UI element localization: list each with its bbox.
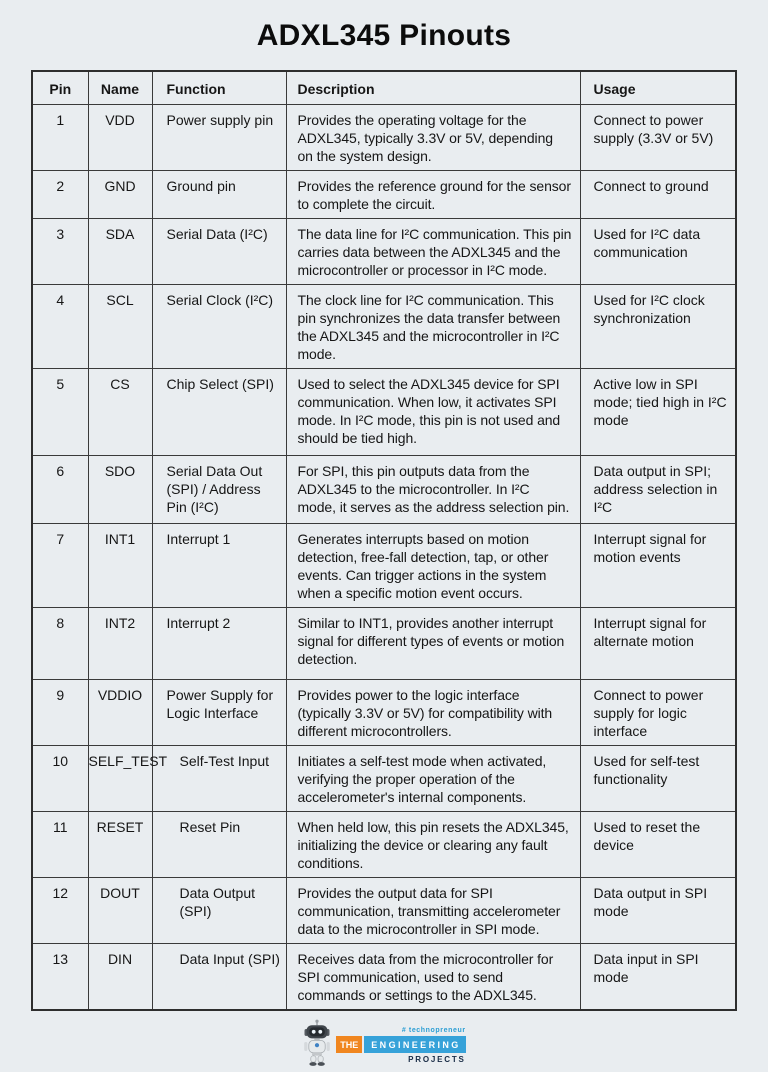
- table-row: [32, 523, 736, 607]
- pinout-table-body: [32, 104, 736, 1010]
- table-row: [32, 679, 736, 745]
- pinout-table-header: [32, 71, 736, 104]
- function-cell: Data Output (SPI): [152, 877, 286, 943]
- usage-cell: Used for I²C clock synchronization: [580, 284, 736, 368]
- function-cell: Serial Clock (I²C): [152, 284, 286, 368]
- usage-cell: Data output in SPI; address selection in I²C: [580, 455, 736, 523]
- usage-cell: Interrupt signal for alternate motion: [580, 607, 736, 679]
- robot-mascot-icon: [302, 1019, 332, 1072]
- function-cell: Chip Select (SPI): [152, 368, 286, 455]
- table-row: [32, 170, 736, 218]
- pin-number-cell: 2: [32, 170, 88, 218]
- pin-name-cell: SDO: [88, 455, 152, 523]
- pin-number-cell: 5: [32, 368, 88, 455]
- pin-number-cell: 6: [32, 455, 88, 523]
- brand-word-the: THE: [336, 1036, 362, 1053]
- pin-name-cell: CS: [88, 368, 152, 455]
- function-cell: Reset Pin: [152, 811, 286, 877]
- table-row: [32, 607, 736, 679]
- table-row: [32, 745, 736, 811]
- description-cell: The clock line for I²C communication. This pin synchronizes the data transfer between the ADXL345 and the microcontroller in I²C mode.: [286, 284, 580, 368]
- table-row: [32, 455, 736, 523]
- description-cell: When held low, this pin resets the ADXL345, initializing the device or clearing any fault conditions.: [286, 811, 580, 877]
- pin-name-cell: RESET: [88, 811, 152, 877]
- pin-number-cell: 9: [32, 679, 88, 745]
- description-cell: Used to select the ADXL345 device for SPI communication. When low, it activates SPI mode. In I²C mode, this pin is not used and should be tied high.: [286, 368, 580, 455]
- function-cell: Power supply pin: [152, 104, 286, 170]
- usage-cell: Used for self-test functionality: [580, 745, 736, 811]
- description-cell: Provides power to the logic interface (typically 3.3V or 5V) for compatibility with different microcontrollers.: [286, 679, 580, 745]
- function-cell: Interrupt 2: [152, 607, 286, 679]
- table-row: [32, 284, 736, 368]
- description-cell: Initiates a self-test mode when activated, verifying the proper operation of the accelerometer's internal components.: [286, 745, 580, 811]
- usage-cell: Used for I²C data communication: [580, 218, 736, 284]
- description-cell: Generates interrupts based on motion detection, free-fall detection, tap, or other events. Can trigger actions in the system when a specific motion event occurs.: [286, 523, 580, 607]
- pin-name-cell: DOUT: [88, 877, 152, 943]
- usage-cell: Interrupt signal for motion events: [580, 523, 736, 607]
- usage-cell: Used to reset the device: [580, 811, 736, 877]
- function-cell: Ground pin: [152, 170, 286, 218]
- brand-wordmark: [336, 1036, 465, 1053]
- header-name: Name: [88, 71, 152, 104]
- function-cell: Power Supply for Logic Interface: [152, 679, 286, 745]
- description-cell: Similar to INT1, provides another interrupt signal for different types of events or motion detection.: [286, 607, 580, 679]
- brand-logo: [0, 1019, 768, 1072]
- header-usage: Usage: [580, 71, 736, 104]
- description-cell: Provides the output data for SPI communication, transmitting accelerometer data to the microcontroller in SPI mode.: [286, 877, 580, 943]
- pin-number-cell: 4: [32, 284, 88, 368]
- brand-word-engineering: ENGINEERING: [364, 1036, 465, 1053]
- pin-name-cell: INT1: [88, 523, 152, 607]
- pin-name-cell: SCL: [88, 284, 152, 368]
- usage-cell: Data output in SPI mode: [580, 877, 736, 943]
- function-cell: Serial Data (I²C): [152, 218, 286, 284]
- table-row: [32, 811, 736, 877]
- header-function: Function: [152, 71, 286, 104]
- brand-word-projects: PROJECTS: [408, 1055, 466, 1064]
- header-description: Description: [286, 71, 580, 104]
- pin-name-cell: SDA: [88, 218, 152, 284]
- pinout-table: [31, 70, 737, 1011]
- header-row: [32, 71, 736, 104]
- usage-cell: Connect to power supply (3.3V or 5V): [580, 104, 736, 170]
- pin-name-cell: GND: [88, 170, 152, 218]
- function-cell: Interrupt 1: [152, 523, 286, 607]
- description-cell: Provides the reference ground for the sensor to complete the circuit.: [286, 170, 580, 218]
- table-row: [32, 368, 736, 455]
- function-cell: Data Input (SPI): [152, 943, 286, 1010]
- table-row: [32, 877, 736, 943]
- usage-cell: Data input in SPI mode: [580, 943, 736, 1010]
- description-cell: For SPI, this pin outputs data from the ADXL345 to the microcontroller. In I²C mode, it serves as the address selection pin.: [286, 455, 580, 523]
- description-cell: Receives data from the microcontroller for SPI communication, used to send commands or settings to the ADXL345.: [286, 943, 580, 1010]
- table-row: [32, 218, 736, 284]
- pin-number-cell: 10: [32, 745, 88, 811]
- pin-number-cell: 11: [32, 811, 88, 877]
- function-cell: Serial Data Out (SPI) / Address Pin (I²C): [152, 455, 286, 523]
- table-row: [32, 104, 736, 170]
- pin-number-cell: 3: [32, 218, 88, 284]
- pin-name-cell: DIN: [88, 943, 152, 1010]
- pin-number-cell: 8: [32, 607, 88, 679]
- table-row: [32, 943, 736, 1010]
- pin-name-cell: VDDIO: [88, 679, 152, 745]
- page-title: ADXL345 Pinouts: [256, 19, 512, 52]
- function-cell: Self-Test Input: [152, 745, 286, 811]
- pin-name-cell: VDD: [88, 104, 152, 170]
- usage-cell: Connect to power supply for logic interface: [580, 679, 736, 745]
- pin-number-cell: 12: [32, 877, 88, 943]
- pin-name-cell: SELF_TEST: [88, 745, 152, 811]
- pin-number-cell: 13: [32, 943, 88, 1010]
- pin-number-cell: 7: [32, 523, 88, 607]
- description-cell: Provides the operating voltage for the ADXL345, typically 3.3V or 5V, depending on the system design.: [286, 104, 580, 170]
- brand-tagline: # technopreneur: [401, 1027, 466, 1034]
- usage-cell: Active low in SPI mode; tied high in I²C mode: [580, 368, 736, 455]
- usage-cell: Connect to ground: [580, 170, 736, 218]
- pin-number-cell: 1: [32, 104, 88, 170]
- header-pin: Pin: [32, 71, 88, 104]
- description-cell: The data line for I²C communication. This pin carries data between the ADXL345 and the microcontroller or processor in I²C mode.: [286, 218, 580, 284]
- brand-logo-text: [336, 1027, 465, 1064]
- pin-name-cell: INT2: [88, 607, 152, 679]
